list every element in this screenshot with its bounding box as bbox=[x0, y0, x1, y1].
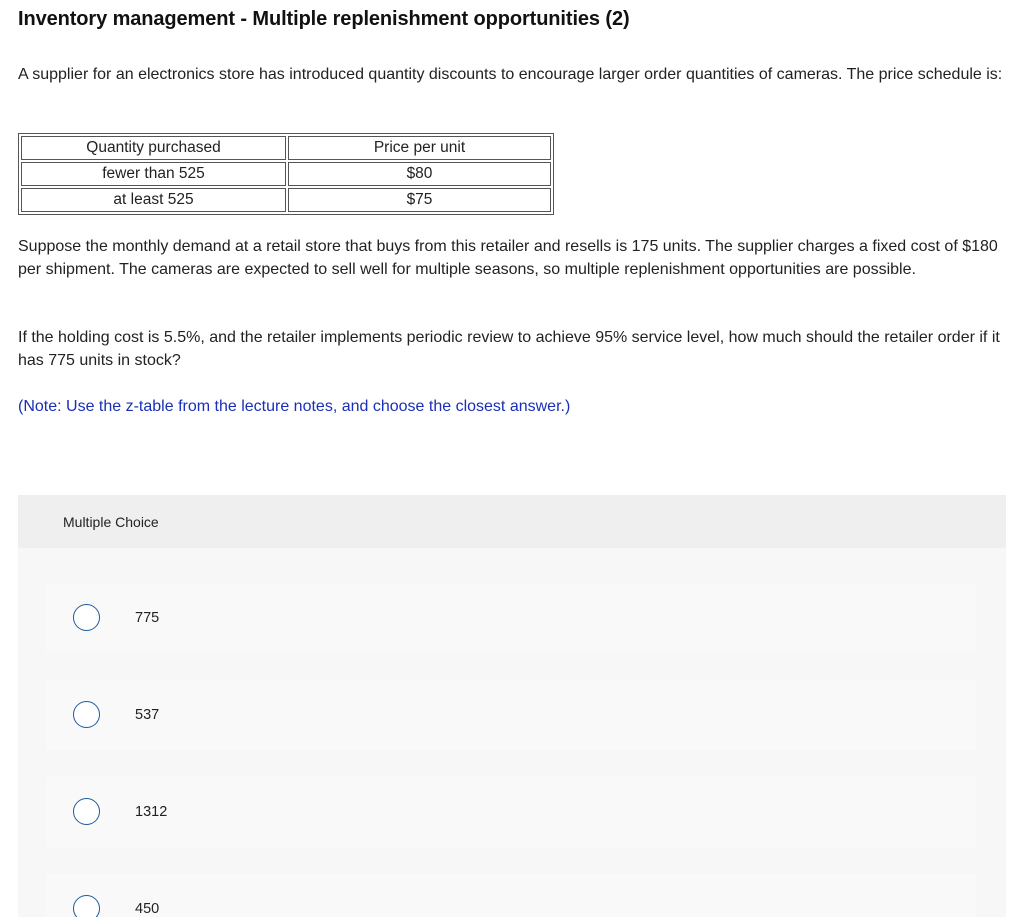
answer-option-3[interactable] bbox=[46, 777, 976, 847]
table-cell: fewer than 525 bbox=[21, 162, 286, 186]
table-cell: $80 bbox=[288, 162, 551, 186]
answer-option-label: 775 bbox=[135, 610, 160, 626]
answer-option-label: 450 bbox=[135, 901, 160, 917]
intro-text: A supplier for an electronics store has introduced quantity discounts to encourage larger order quantities of cameras. The price schedule is: bbox=[18, 66, 1003, 83]
table-cell: at least 525 bbox=[21, 188, 286, 212]
answer-option-label: 1312 bbox=[135, 804, 168, 820]
multiple-choice-label: Multiple Choice bbox=[63, 514, 159, 530]
multiple-choice-header bbox=[18, 495, 1006, 548]
answer-option-label: 537 bbox=[135, 707, 160, 723]
radio-button-icon[interactable] bbox=[73, 895, 100, 917]
table-row bbox=[21, 162, 551, 186]
prompt-text: If the holding cost is 5.5%, and the retailer implements periodic review to achieve 95% service level, how much should the retailer order if it has 775 units in stock? bbox=[18, 329, 1000, 369]
header-quantity: Quantity purchased bbox=[21, 136, 286, 160]
table-row bbox=[21, 188, 551, 212]
radio-button-icon[interactable] bbox=[73, 604, 100, 631]
question-title: Inventory management - Multiple replenishment opportunities (2) bbox=[18, 8, 630, 30]
header-price: Price per unit bbox=[288, 136, 551, 160]
answer-option-2[interactable] bbox=[46, 680, 976, 750]
table-cell: $75 bbox=[288, 188, 551, 212]
multiple-choice-panel bbox=[18, 495, 1006, 917]
scenario-text: Suppose the monthly demand at a retail store that buys from this retailer and resells is 175 units. The supplier charges a fixed cost of $180 per shipment. The cameras are expected to sell well for multiple seasons, so multiple replenishment opportunities are possible. bbox=[18, 238, 998, 278]
answer-option-4[interactable] bbox=[46, 874, 976, 917]
note-text: (Note: Use the z-table from the lecture notes, and choose the closest answer.) bbox=[18, 398, 571, 415]
price-schedule-table bbox=[18, 133, 554, 215]
radio-button-icon[interactable] bbox=[73, 798, 100, 825]
table-header-row bbox=[21, 136, 551, 160]
answer-option-1[interactable] bbox=[46, 583, 976, 653]
radio-button-icon[interactable] bbox=[73, 701, 100, 728]
